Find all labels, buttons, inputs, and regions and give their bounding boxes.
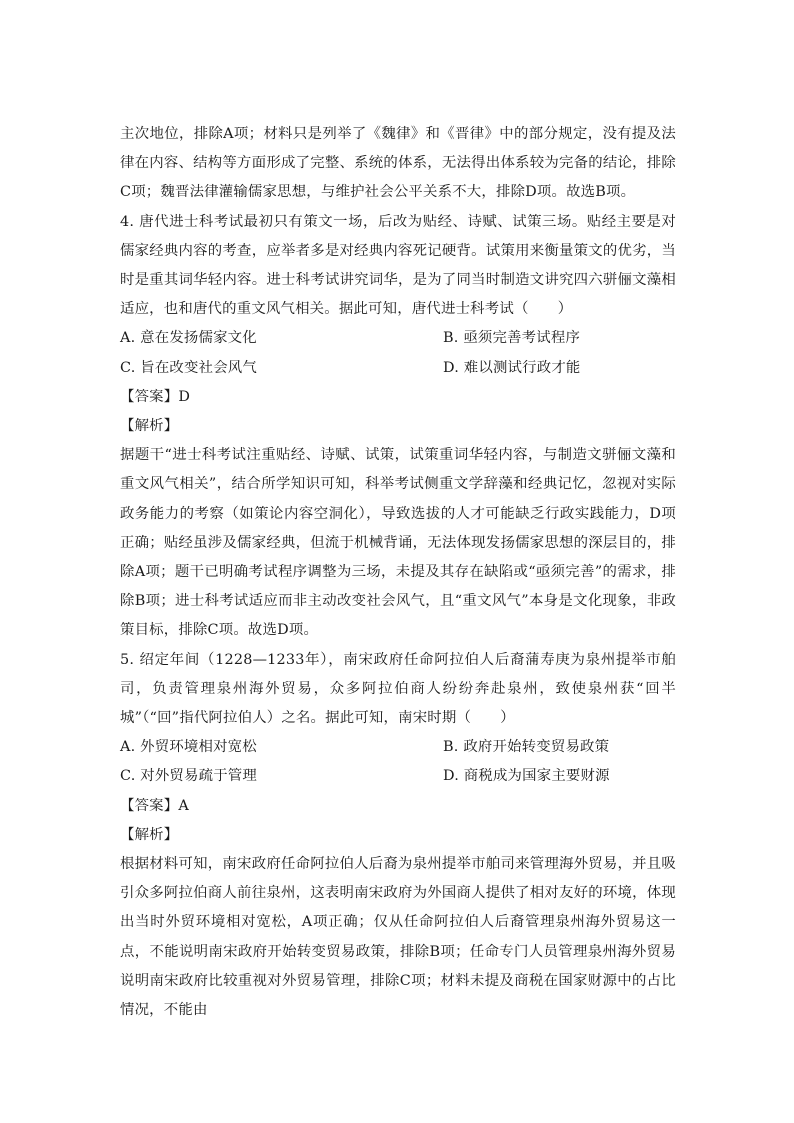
q5-option-d: D. 商税成为国家主要财源: [443, 768, 610, 785]
q5-analysis: 根据材料可知，南宋政府任命阿拉伯人后裔为泉州提举市舶司来管理海外贸易，并且吸引众多阿拉伯商人前往泉州，这表明南宋政府为外国商人提供了相对友好的环境，体现出当时外贸环境相对宽松，A项正确；仅从任命阿拉伯人后裔管理泉州海外贸易这一点，不能说明南宋政府开始转变贸易政策，排除B项；任命专门人员管理泉州海外贸易说明南宋政府比较重视对外贸易管理，排除C项；材料未提及商税在国家财源中的占比情况，不能由: [120, 856, 676, 1019]
q4-option-c: C. 旨在改变社会风气: [120, 359, 257, 376]
q4-option-d: D. 难以测试行政才能: [443, 359, 581, 376]
q3-analysis-continued: 主次地位，排除A项；材料只是列举了《魏律》和《晋律》中的部分规定，没有提及法律在内容、结构等方面形成了完整、系统的体系，无法得出体系较为完备的结论，排除C项；魏晋法律灌输儒家思想，与维护社会公平关系不大，排除D项。故选B项。: [120, 126, 676, 201]
q4-answer: 【答案】D: [120, 388, 191, 405]
q5-stem: 5. 绍定年间（1228—1233年），南宋政府任命阿拉伯人后裔蒲寿庚为泉州提举市舶司，负责管理泉州海外贸易，众多阿拉伯商人纷纷奔赴泉州，致使泉州获“回半城”（“回”指代阿拉伯人）之名。据此可知，南宋时期（ ）: [120, 651, 676, 727]
q4-stem: 4. 唐代进士科考试最初只有策文一场，后改为贴经、诗赋、试策三场。贴经主要是对儒家经典内容的考查，应举者多是对经典内容死记硬背。试策用来衡量策文的优劣，当时是重其词华轻内容。进士科考试讲究词华，是为了同当时制造文讲究四六骈俪文藻相适应，也和唐代的重文风气相关。据此可知，唐代进士科考试（ ）: [120, 213, 676, 318]
q4-analysis-heading: 【解析】: [120, 418, 179, 435]
q4-option-b: B. 亟须完善考试程序: [443, 330, 581, 347]
q4-analysis: 据题干“进士科考试注重贴经、诗赋、试策，试策重词华轻内容，与制造文骈俪文藻和重文风气相关”，结合所学知识可知，科举考试侧重文学辞藻和经典记忆，忽视对实际政务能力的考察（如策论内容空洞化），导致选拔的人才可能缺乏行政实践能力，D项正确；贴经虽涉及儒家经典，但流于机械背诵，无法体现发扬儒家思想的深层目的，排除A项；题干已明确考试程序调整为三场，未提及其存在缺陷或“亟须完善”的需求，排除B项；进士科考试适应而非主动改变社会风气，且“重文风气”本身是文化现象，非政策目标，排除C项。故选D项。: [120, 447, 676, 639]
q4-options-row-2: [120, 354, 676, 383]
q5-options-row-1: [120, 733, 676, 762]
q5-options-row-2: [120, 762, 676, 791]
q5-option-c: C. 对外贸易疏于管理: [120, 768, 257, 785]
q5-analysis-heading: 【解析】: [120, 826, 179, 843]
q5-option-a: A. 外贸环境相对宽松: [120, 739, 257, 756]
document-page: [120, 120, 676, 1025]
q4-option-a: A. 意在发扬儒家文化: [120, 330, 257, 347]
q5-answer: 【答案】A: [120, 797, 189, 814]
q4-options-row-1: [120, 324, 676, 353]
q5-option-b: B. 政府开始转变贸易政策: [443, 739, 610, 756]
